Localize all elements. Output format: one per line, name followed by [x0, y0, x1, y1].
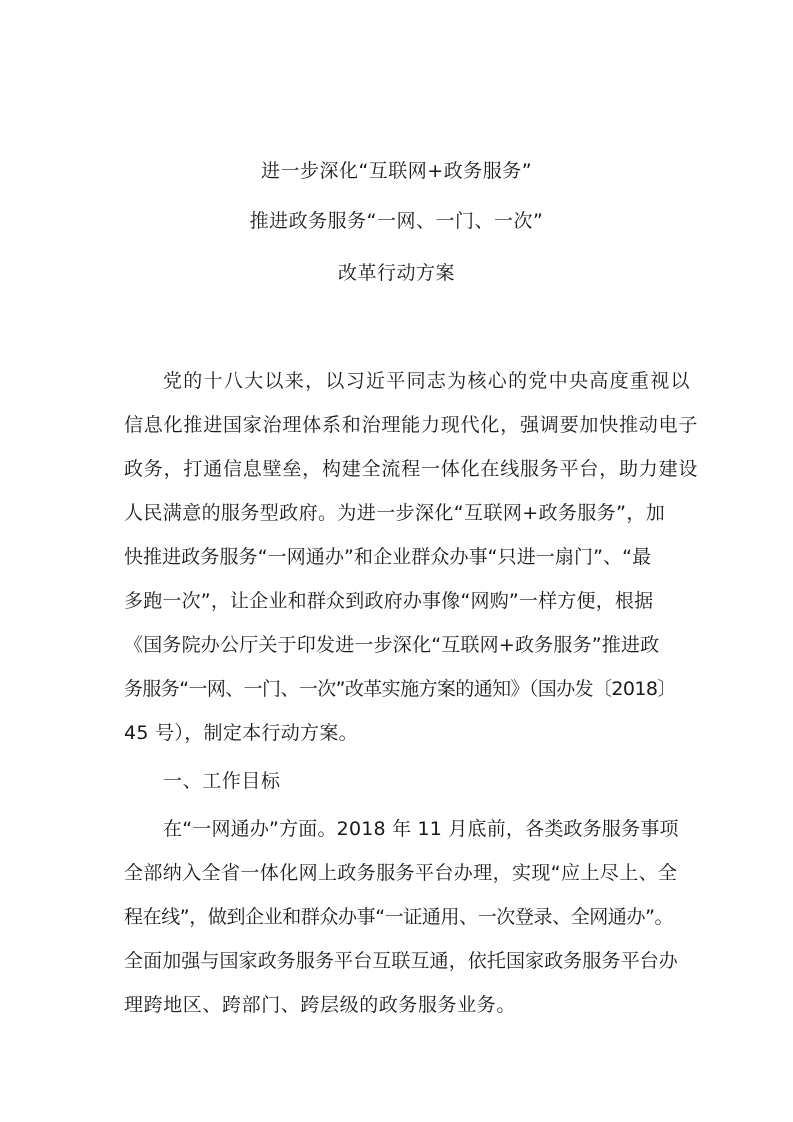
paragraph-1-line-2: 信息化推进国家治理体系和治理能力现代化，强调要加快推动电子 — [124, 414, 699, 436]
paragraph-1-line-1: 党的十八大以来，以习近平同志为核心的党中央高度重视以 — [163, 370, 691, 392]
paragraph-1-line-6: 多跑一次”，让企业和群众到政府办事像“网购”一样方便，根据 — [124, 590, 654, 612]
paragraph-1-line-3: 政务，打通信息壁垒，构建全流程一体化在线服务平台，助力建设 — [124, 458, 699, 480]
paragraph-1-line-8: 务服务“一网、一门、一次”改革实施方案的通知》（国办发〔2018〕 — [124, 678, 676, 700]
paragraph-1-line-7: 《国务院办公厅关于印发进一步深化“互联网+政务服务”推进政 — [124, 634, 660, 656]
paragraph-1-line-5: 快推进政务服务“一网通办”和企业群众办事“只进一扇门”、“最 — [124, 546, 652, 568]
title-line-2: 推进政务服务“一网、一门、一次” — [249, 210, 544, 232]
paragraph-2-line-2: 全部纳入全省一体化网上政务服务平台办理，实现“应上尽上、全 — [124, 862, 678, 884]
title-line-3: 改革行动方案 — [337, 262, 455, 284]
paragraph-2-line-4: 全面加强与国家政务服务平台互联互通，依托国家政务服务平台办 — [124, 950, 678, 972]
paragraph-2-line-3: 程在线”，做到企业和群众办事“一证通用、一次登录、全网通办”。 — [124, 906, 674, 928]
paragraph-2-line-5: 理跨地区、跨部门、跨层级的政务服务业务。 — [124, 994, 517, 1016]
paragraph-2-line-1: 在“一网通办”方面。2018 年 11 月底前，各类政务服务事项 — [163, 818, 679, 840]
section-heading-work-goals: 一、工作目标 — [163, 770, 281, 792]
title-line-1: 进一步深化“互联网+政务服务” — [260, 160, 533, 182]
paragraph-1-line-9: 45 号），制定本行动方案。 — [124, 722, 358, 744]
paragraph-1-line-4: 人民满意的服务型政府。为进一步深化“互联网+政务服务”，加 — [124, 502, 666, 524]
